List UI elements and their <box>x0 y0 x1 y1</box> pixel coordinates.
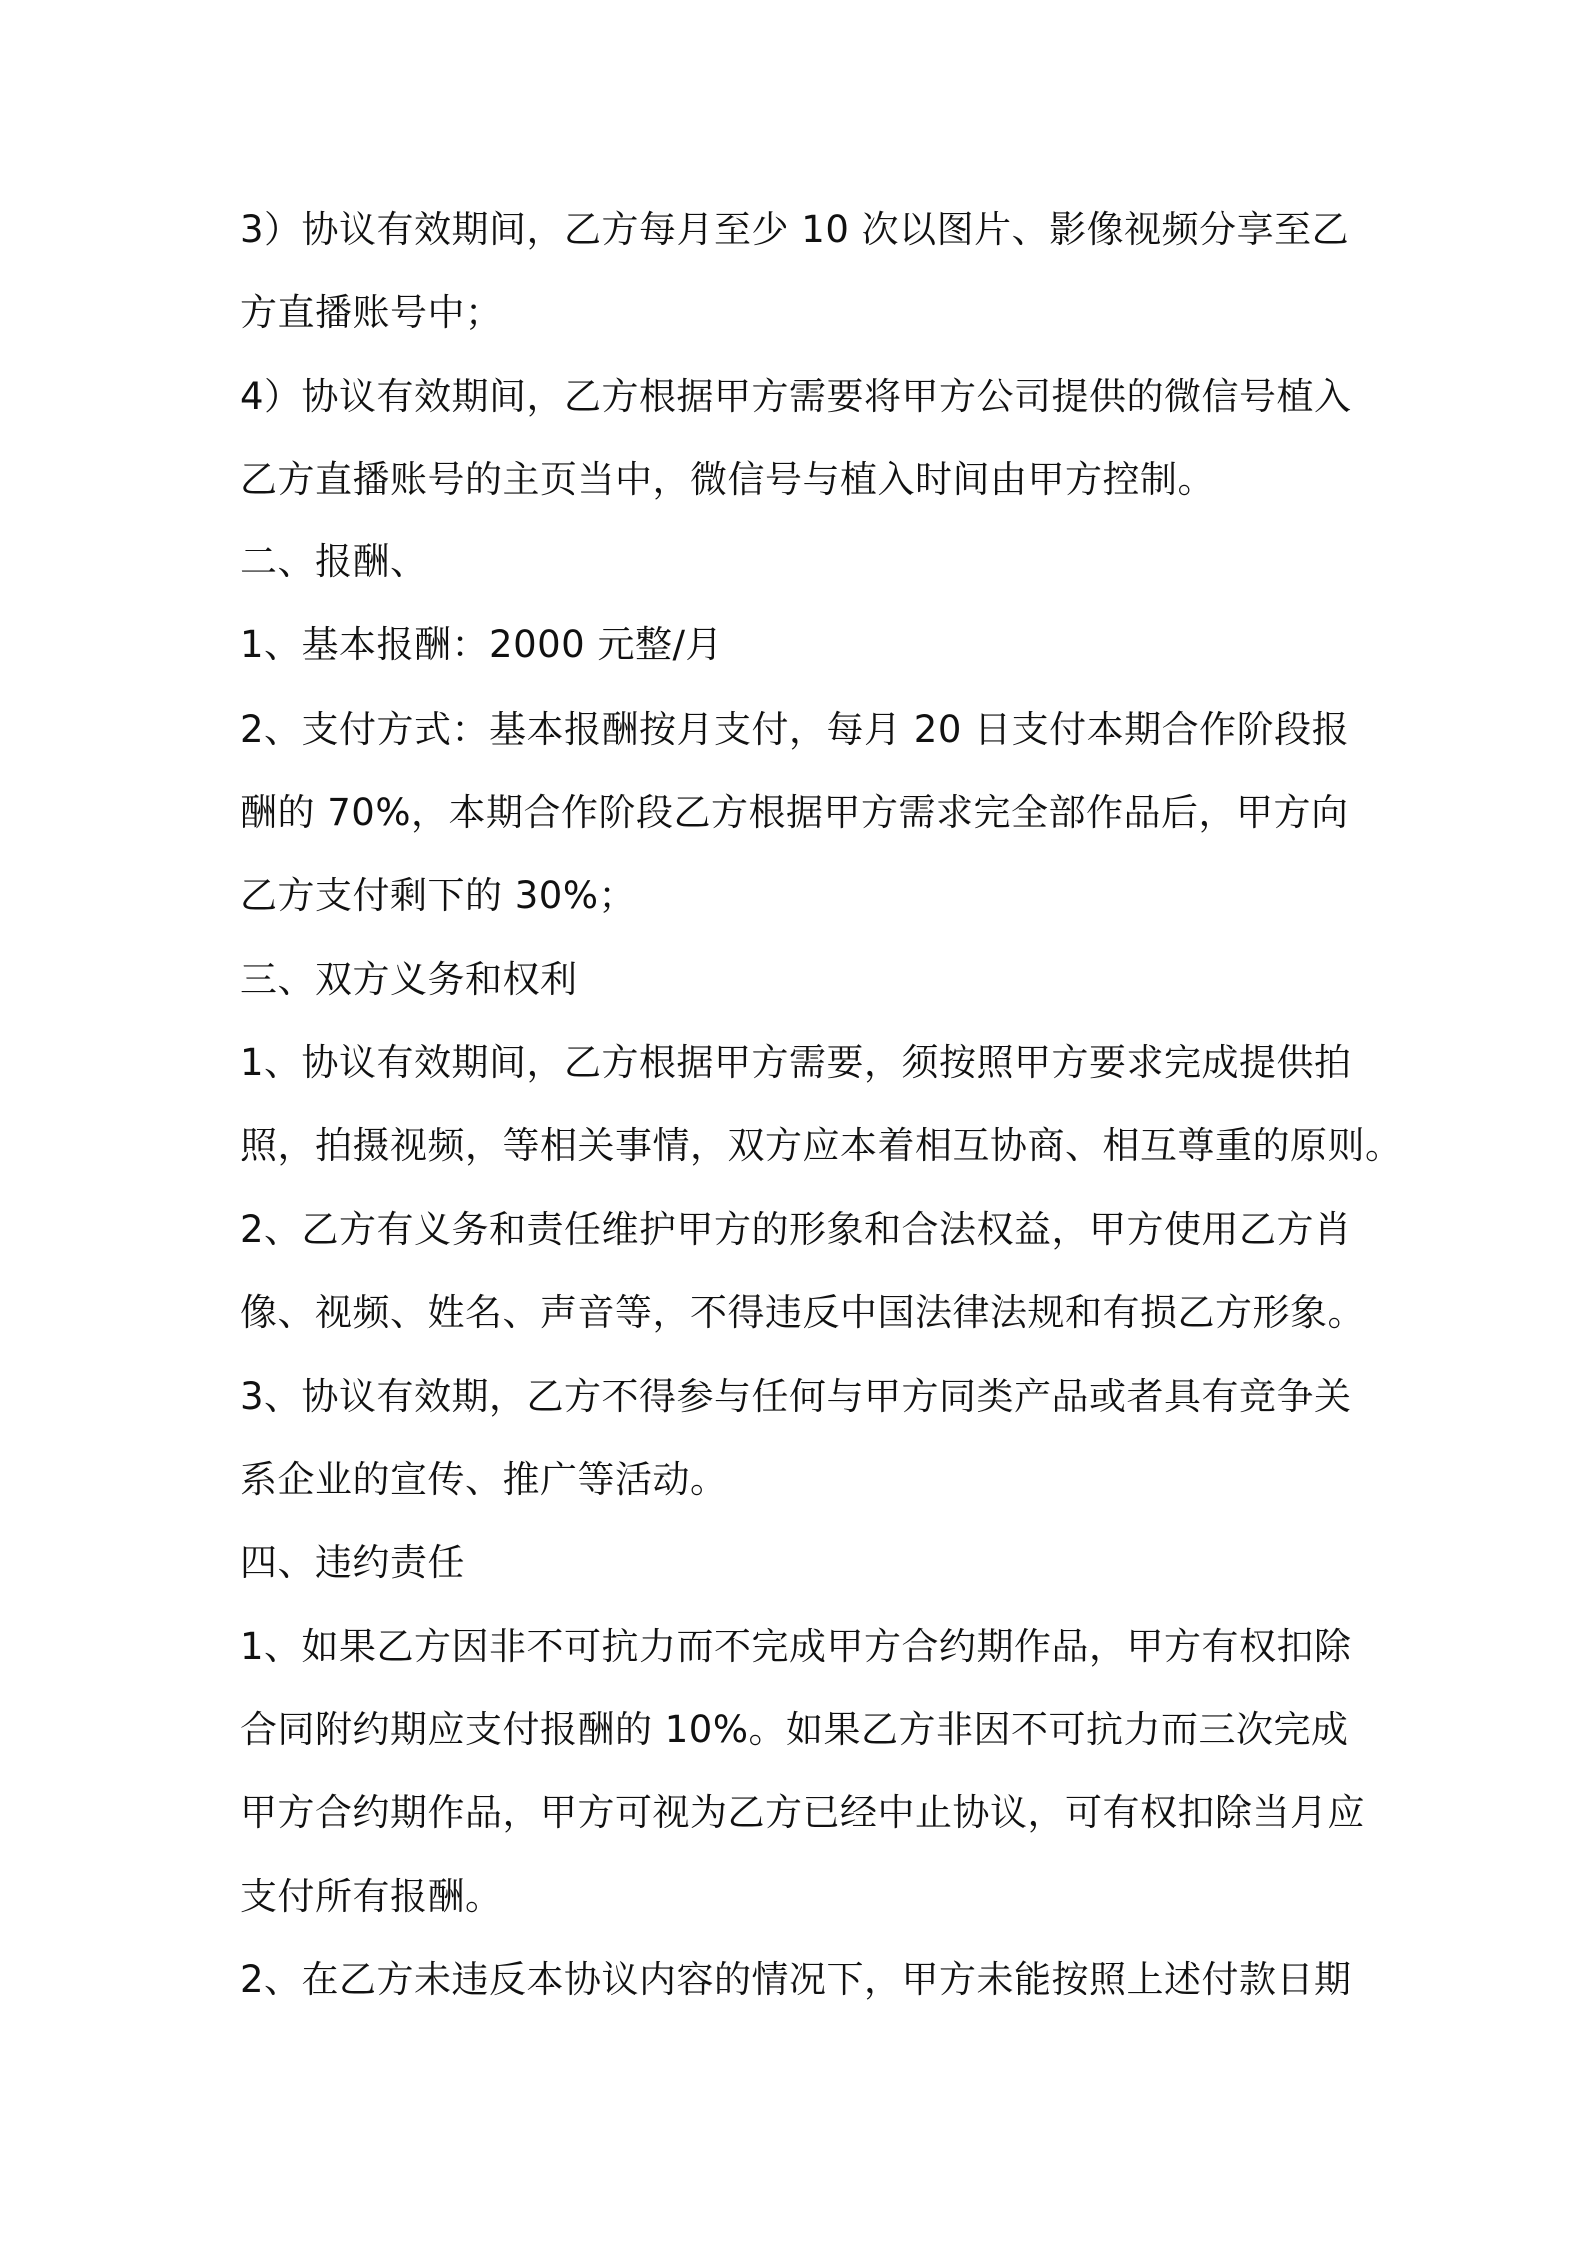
text-line: 支付所有报酬。 <box>240 1875 503 1918</box>
text-line: 乙方支付剩下的 30%； <box>240 874 636 917</box>
text-line: 方直播账号中； <box>240 291 503 334</box>
section-heading: 三、双方义务和权利 <box>240 958 578 1001</box>
text-line: 1、基本报酬：2000 元整/月 <box>240 623 723 666</box>
text-line: 2、在乙方未违反本协议内容的情况下，甲方未能按照上述付款日期 <box>240 1958 1352 2001</box>
section-heading: 二、报酬、 <box>240 540 428 583</box>
text-line: 1、如果乙方因非不可抗力而不完成甲方合约期作品，甲方有权扣除 <box>240 1625 1352 1668</box>
section-heading: 四、违约责任 <box>240 1541 465 1584</box>
text-line: 3）协议有效期间，乙方每月至少 10 次以图片、影像视频分享至乙 <box>240 208 1350 251</box>
text-line: 1、协议有效期间，乙方根据甲方需要，须按照甲方要求完成提供拍 <box>240 1041 1352 1084</box>
text-line: 照，拍摄视频，等相关事情，双方应本着相互协商、相互尊重的原则。 <box>240 1124 1403 1167</box>
text-line: 酬的 70%，本期合作阶段乙方根据甲方需求完全部作品后，甲方向 <box>240 791 1349 834</box>
text-line: 4）协议有效期间，乙方根据甲方需要将甲方公司提供的微信号植入 <box>240 375 1352 418</box>
text-line: 乙方直播账号的主页当中，微信号与植入时间由甲方控制。 <box>240 458 1215 501</box>
text-line: 2、支付方式：基本报酬按月支付，每月 20 日支付本期合作阶段报 <box>240 708 1350 751</box>
text-line: 2、乙方有义务和责任维护甲方的形象和合法权益，甲方使用乙方肖 <box>240 1208 1352 1251</box>
text-line: 甲方合约期作品，甲方可视为乙方已经中止协议，可有权扣除当月应 <box>240 1791 1365 1834</box>
text-line: 合同附约期应支付报酬的 10%。如果乙方非因不可抗力而三次完成 <box>240 1708 1349 1751</box>
text-line: 系企业的宣传、推广等活动。 <box>240 1458 728 1501</box>
text-line: 像、视频、姓名、声音等，不得违反中国法律法规和有损乙方形象。 <box>240 1291 1365 1334</box>
text-line: 3、协议有效期，乙方不得参与任何与甲方同类产品或者具有竞争关 <box>240 1375 1352 1418</box>
